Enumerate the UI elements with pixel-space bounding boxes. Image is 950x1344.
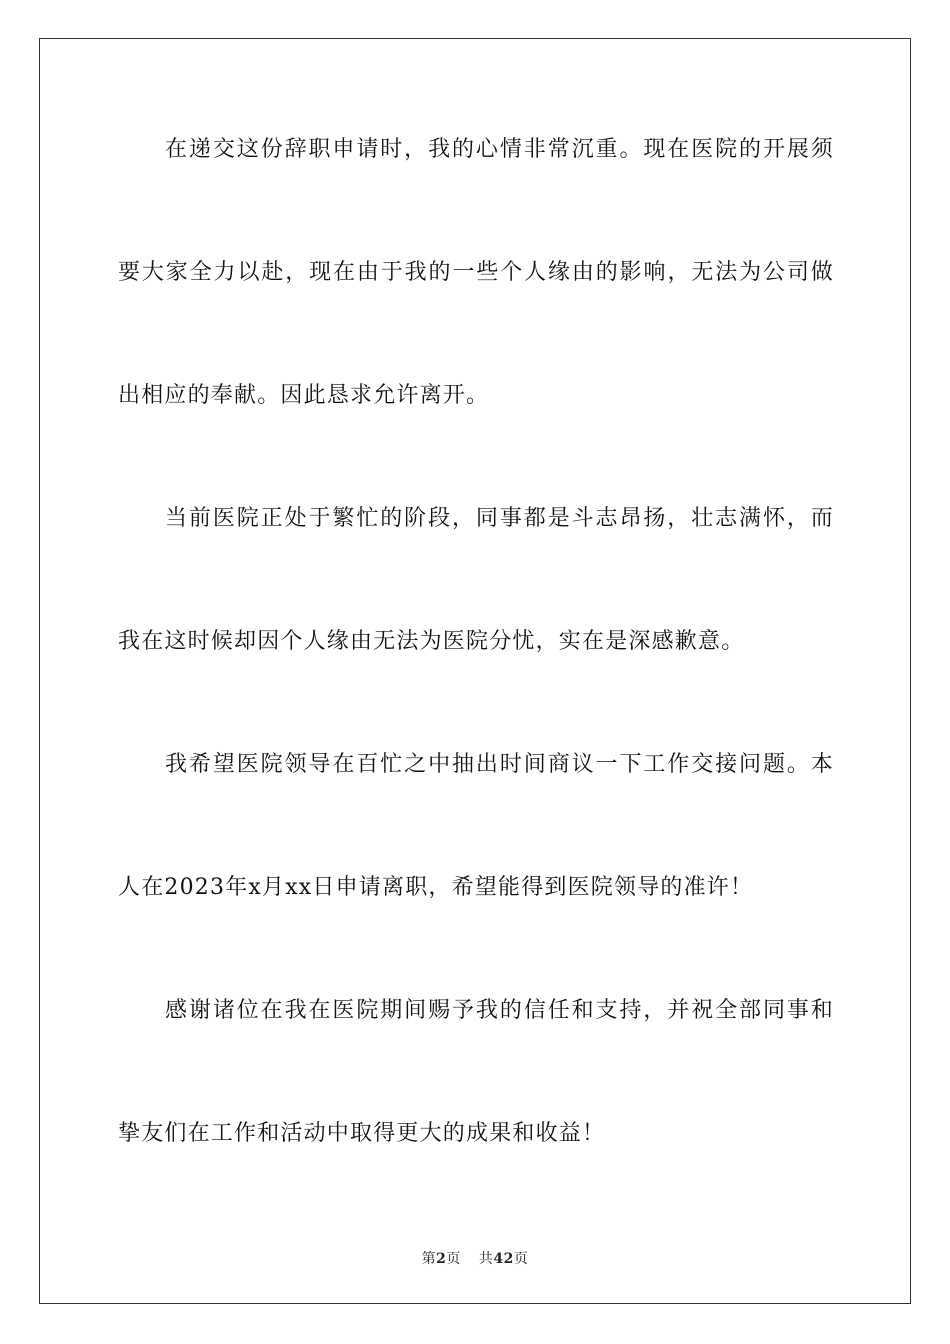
paragraph-2-line-2: 我在这时候却因个人缘由无法为医院分忧，实在是深感歉意。: [118, 629, 745, 654]
document-body: [118, 126, 834, 1233]
paragraph-4-line-1: 感谢诸位在我在医院期间赐予我的信任和支持，并祝全部同事和: [165, 998, 834, 1023]
paragraph-1-line-3: 出相应的奉献。因此恳求允许离开。: [118, 383, 490, 408]
paragraph-1-line-2: 要大家全力以赴，现在由于我的一些个人缘由的影响，无法为公司做: [118, 260, 834, 285]
page-footer: [0, 1248, 950, 1268]
paragraph-2-line-1: 当前医院正处于繁忙的阶段，同事都是斗志昂扬，壮志满怀，而: [165, 506, 834, 531]
footer-page-number: 2: [436, 1251, 447, 1267]
paragraph-3-line-2: 人在2023年x月xx日申请离职，希望能得到医院领导的准许！: [118, 875, 754, 900]
footer-total-prefix: 共: [478, 1251, 494, 1267]
paragraph-1-line-1: 在递交这份辞职申请时，我的心情非常沉重。现在医院的开展须: [165, 137, 834, 162]
footer-total-suffix: 页: [513, 1251, 529, 1267]
footer-page-prefix: 第: [421, 1251, 437, 1267]
paragraph-3-line-1: 我希望医院领导在百忙之中抽出时间商议一下工作交接问题。本: [165, 752, 834, 777]
paragraph-4-line-2: 挚友们在工作和活动中取得更大的成果和收益！: [118, 1121, 606, 1146]
footer-total-pages: 42: [493, 1251, 514, 1267]
footer-page-suffix: 页: [446, 1251, 461, 1267]
